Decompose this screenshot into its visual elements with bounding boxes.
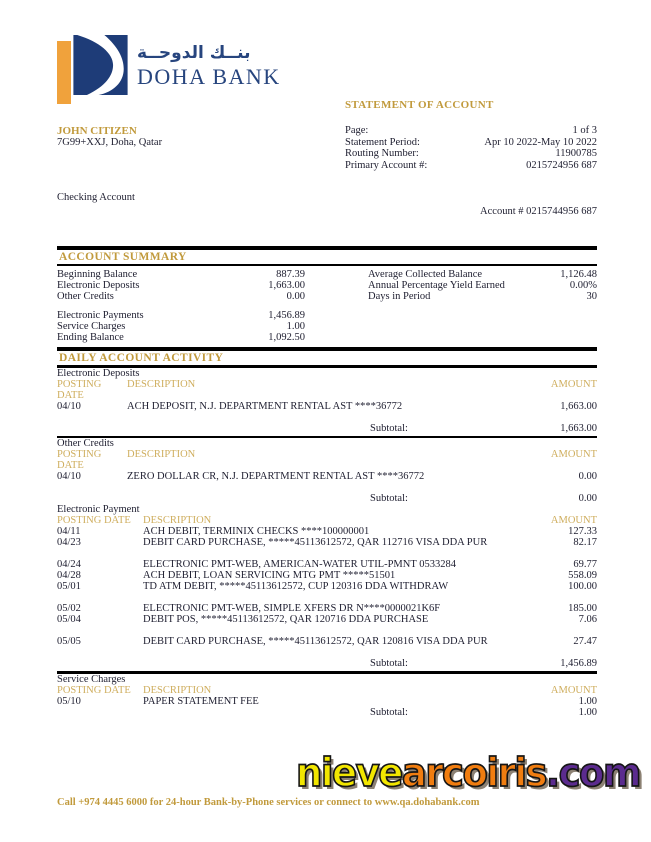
summary-label: Service Charges bbox=[57, 321, 126, 332]
account-summary bbox=[57, 266, 597, 343]
subtotal-label: Subtotal: bbox=[370, 658, 408, 669]
posting-date: 05/04 bbox=[57, 614, 81, 625]
summary-value: 887.39 bbox=[276, 269, 305, 280]
summary-row bbox=[368, 269, 597, 280]
summary-value: 1,663.00 bbox=[268, 280, 305, 291]
footer-contact-line: Call +974 4445 6000 for 24-hour Bank-by-Phone services or connect to www.qa.dohabank.com bbox=[57, 797, 480, 808]
summary-label: Other Credits bbox=[57, 291, 114, 302]
subtotal-row bbox=[57, 423, 597, 434]
watermark-part-2: arcoiris bbox=[401, 749, 547, 796]
column-header-description: DESCRIPTION bbox=[143, 685, 212, 696]
subtotal-row bbox=[57, 707, 597, 718]
section-name: Electronic Payment bbox=[57, 504, 140, 515]
subtotal-amount: 1,663.00 bbox=[560, 423, 597, 434]
doha-bank-logo bbox=[57, 35, 281, 104]
posting-date: 05/05 bbox=[57, 636, 81, 647]
section-name: Service Charges bbox=[57, 674, 126, 685]
transaction-amount: 1,663.00 bbox=[560, 401, 597, 412]
meta-row-page bbox=[345, 125, 597, 137]
section-other-credits bbox=[57, 438, 597, 504]
summary-value: 30 bbox=[586, 291, 597, 302]
transaction-row bbox=[57, 603, 597, 614]
transaction-description: ACH DEBIT, TERMINIX CHECKS ****100000001 bbox=[143, 526, 370, 537]
summary-label: Ending Balance bbox=[57, 332, 124, 343]
transaction-row bbox=[57, 696, 597, 707]
account-number-line: Account # 0215744956 687 bbox=[480, 206, 597, 217]
summary-row bbox=[57, 280, 305, 291]
subtotal-label: Subtotal: bbox=[370, 493, 408, 504]
transaction-description: ACH DEPOSIT, N.J. DEPARTMENT RENTAL AST ****36772 bbox=[127, 401, 403, 412]
table-header bbox=[57, 379, 597, 401]
summary-row bbox=[57, 332, 305, 343]
summary-value: 0.00 bbox=[286, 291, 305, 302]
transaction-row bbox=[57, 471, 597, 482]
posting-date: 04/28 bbox=[57, 570, 81, 581]
posting-date: 05/02 bbox=[57, 603, 81, 614]
subtotal-amount: 1.00 bbox=[578, 707, 597, 718]
statement-meta bbox=[345, 125, 597, 171]
transaction-description: DEBIT POS, *****45113612572, QAR 120716 DDA PURCHASE bbox=[143, 614, 429, 625]
account-type: Checking Account bbox=[57, 192, 135, 203]
transaction-amount: 558.09 bbox=[568, 570, 597, 581]
summary-right-column bbox=[368, 269, 597, 343]
customer-address: 7G99+XXJ, Doha, Qatar bbox=[57, 137, 163, 148]
subtotal-label: Subtotal: bbox=[370, 423, 408, 434]
account-summary-title: ACCOUNT SUMMARY bbox=[59, 251, 187, 263]
column-header-amount: AMOUNT bbox=[550, 685, 597, 696]
transaction-amount: 82.17 bbox=[573, 537, 597, 548]
transaction-description: DEBIT CARD PURCHASE, *****45113612572, QAR 112716 VISA DDA PUR bbox=[143, 537, 488, 548]
table-header bbox=[57, 449, 597, 471]
summary-label: Electronic Payments bbox=[57, 310, 144, 321]
meta-label: Statement Period: bbox=[345, 136, 420, 148]
logo-text bbox=[137, 42, 281, 90]
transaction-row bbox=[57, 581, 597, 592]
transaction-row bbox=[57, 636, 597, 647]
transaction-description: TD ATM DEBIT, *****45113612572, CUP 120316 DDA WITHDRAW bbox=[143, 581, 449, 592]
transaction-row bbox=[57, 614, 597, 625]
posting-date: 04/10 bbox=[57, 401, 81, 412]
transaction-description: ACH DEBIT, LOAN SERVICING MTG PMT *****51501 bbox=[143, 570, 396, 581]
transaction-description: ELECTRONIC PMT-WEB, SIMPLE XFERS DR N****0000021K6F bbox=[143, 603, 441, 614]
logo-orange-bar bbox=[57, 41, 71, 104]
logo-d-swoosh-icon bbox=[73, 35, 128, 95]
transaction-amount: 1.00 bbox=[578, 696, 597, 707]
meta-value: Apr 10 2022-May 10 2022 bbox=[484, 136, 597, 148]
column-header-description: DESCRIPTION bbox=[127, 379, 196, 390]
transaction-row bbox=[57, 526, 597, 537]
summary-row bbox=[368, 291, 597, 302]
meta-label: Primary Account #: bbox=[345, 159, 428, 171]
transaction-description: DEBIT CARD PURCHASE, *****45113612572, QAR 120816 VISA DDA PUR bbox=[143, 636, 488, 647]
transaction-description: ELECTRONIC PMT-WEB, AMERICAN-WATER UTIL-PMNT 0533284 bbox=[143, 559, 456, 570]
summary-label: Annual Percentage Yield Earned bbox=[368, 280, 505, 291]
summary-value: 0.00% bbox=[569, 280, 597, 291]
column-header-posting-date: POSTING DATE bbox=[57, 685, 131, 696]
summary-label: Electronic Deposits bbox=[57, 280, 140, 291]
subtotal-amount: 1,456.89 bbox=[560, 658, 597, 669]
section-service-charges bbox=[57, 674, 597, 718]
meta-value: 1 of 3 bbox=[572, 125, 597, 136]
meta-label: Page: bbox=[345, 125, 369, 136]
transaction-amount: 7.06 bbox=[578, 614, 597, 625]
brand-english-name: DOHA BANK bbox=[137, 64, 281, 89]
statement-body bbox=[57, 246, 597, 718]
meta-row-routing bbox=[345, 148, 597, 160]
summary-row bbox=[368, 280, 597, 291]
table-header bbox=[57, 515, 597, 526]
summary-label: Beginning Balance bbox=[57, 269, 138, 280]
transaction-amount: 127.33 bbox=[568, 526, 597, 537]
section-name: Other Credits bbox=[57, 438, 114, 449]
posting-date: 05/01 bbox=[57, 581, 81, 592]
subtotal-row bbox=[57, 658, 597, 669]
meta-label: Routing Number: bbox=[345, 148, 419, 159]
posting-date: 04/10 bbox=[57, 471, 81, 482]
daily-activity-title: DAILY ACCOUNT ACTIVITY bbox=[59, 352, 224, 364]
column-header-posting-date: POSTING DATE bbox=[57, 379, 102, 401]
transaction-amount: 0.00 bbox=[578, 471, 597, 482]
column-header-description: DESCRIPTION bbox=[143, 515, 212, 526]
watermark bbox=[296, 750, 640, 796]
section-name: Electronic Deposits bbox=[57, 368, 140, 379]
section-electronic-deposits bbox=[57, 368, 597, 434]
statement-title: STATEMENT OF ACCOUNT bbox=[345, 99, 494, 111]
posting-date: 04/23 bbox=[57, 537, 81, 548]
summary-row bbox=[57, 321, 305, 332]
summary-label: Average Collected Balance bbox=[368, 269, 483, 280]
column-header-description: DESCRIPTION bbox=[127, 449, 196, 460]
transaction-amount: 100.00 bbox=[568, 581, 597, 592]
meta-value: 0215724956 687 bbox=[526, 159, 597, 171]
transaction-description: PAPER STATEMENT FEE bbox=[143, 696, 259, 707]
transaction-row bbox=[57, 570, 597, 581]
summary-row bbox=[57, 291, 305, 302]
transaction-row bbox=[57, 537, 597, 548]
column-header-amount: AMOUNT bbox=[550, 449, 597, 460]
column-header-posting-date: POSTING DATE bbox=[57, 449, 102, 471]
transaction-amount: 185.00 bbox=[568, 603, 597, 614]
transaction-row bbox=[57, 401, 597, 412]
column-header-posting-date: POSTING DATE bbox=[57, 515, 131, 526]
meta-row-primary-account bbox=[345, 160, 597, 172]
summary-value: 1.00 bbox=[286, 321, 305, 332]
meta-value: 11900785 bbox=[555, 148, 597, 159]
transaction-description: ZERO DOLLAR CR, N.J. DEPARTMENT RENTAL AST ****36772 bbox=[127, 471, 425, 482]
subtotal-amount: 0.00 bbox=[578, 493, 597, 504]
summary-row bbox=[57, 269, 305, 280]
column-header-amount: AMOUNT bbox=[550, 515, 597, 526]
table-header bbox=[57, 685, 597, 696]
subtotal-label: Subtotal: bbox=[370, 707, 408, 718]
summary-label: Days in Period bbox=[368, 291, 431, 302]
posting-date: 04/24 bbox=[57, 559, 81, 570]
watermark-part-3: .com bbox=[546, 749, 641, 796]
summary-column-gap bbox=[305, 269, 368, 343]
transaction-amount: 27.47 bbox=[573, 636, 597, 647]
customer-name: JOHN CITIZEN bbox=[57, 125, 137, 137]
summary-left-column bbox=[57, 269, 305, 343]
meta-row-period bbox=[345, 137, 597, 149]
section-electronic-payment bbox=[57, 504, 597, 669]
transaction-row bbox=[57, 559, 597, 570]
posting-date: 05/10 bbox=[57, 696, 81, 707]
posting-date: 04/11 bbox=[57, 526, 81, 537]
brand-arabic-name: بنــك الدوحــة bbox=[137, 43, 251, 63]
transaction-amount: 69.77 bbox=[573, 559, 597, 570]
summary-row bbox=[57, 310, 305, 321]
summary-value: 1,456.89 bbox=[268, 310, 305, 321]
summary-value: 1,126.48 bbox=[560, 269, 597, 280]
watermark-part-1: nieve bbox=[296, 749, 402, 796]
column-header-amount: AMOUNT bbox=[550, 379, 597, 390]
summary-value: 1,092.50 bbox=[268, 332, 305, 343]
subtotal-row bbox=[57, 493, 597, 504]
